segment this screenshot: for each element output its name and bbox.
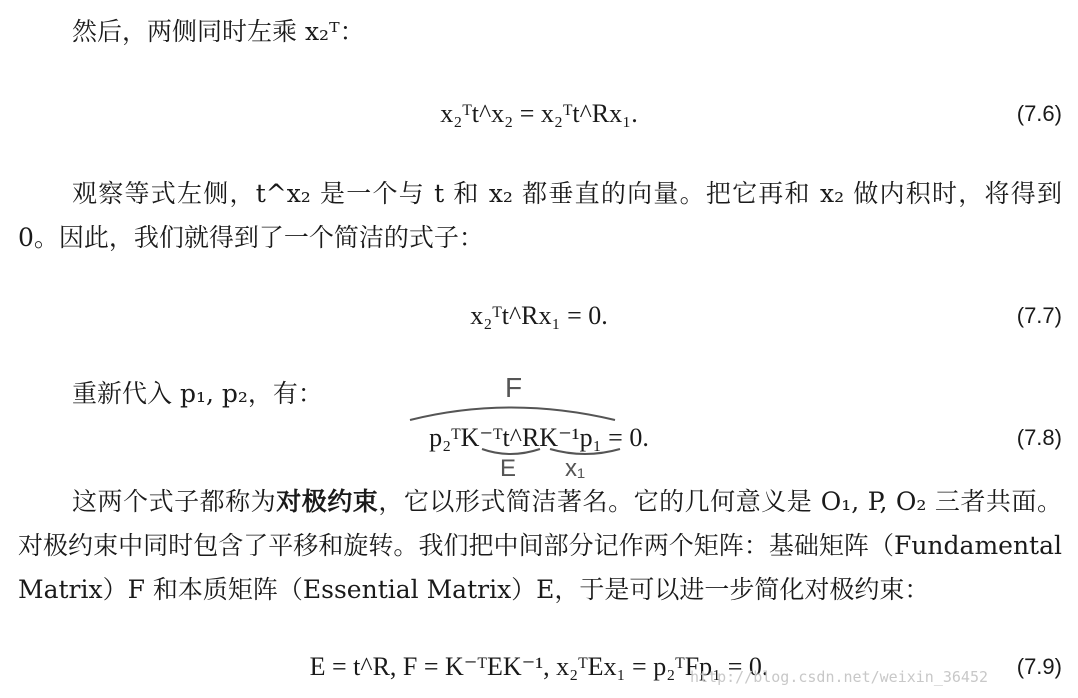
paragraph-epipolar-post: ，它以形式简洁著名。它的几何意义是 O₁, P, O₂ 三者共面。对极约束中同时包含了平移和旋转。我们把中间部分记作两个矩阵：基础矩阵（Fundamental Matrix）F 和本质矩阵（Essential Matrix）E，于是可以进一步简化对极约束： [18, 487, 1062, 604]
equation-number: (7.6) [1016, 101, 1062, 126]
equation-body: x₂ᵀt^x₂ = x₂ᵀt^Rx₁. [440, 99, 638, 128]
substitute-line: 重新代入 p₁, p₂，有： [72, 379, 323, 408]
equation-number: (7.9) [1016, 654, 1062, 679]
paragraph-observe: 观察等式左侧，t^x₂ 是一个与 t 和 x₂ 都垂直的向量。把它再和 x₂ 做内积时，将得到 0。因此，我们就得到了一个简洁的式子： [18, 179, 1062, 252]
equation-number: (7.7) [1016, 303, 1062, 328]
equation-7-6 [0, 92, 1078, 136]
paragraph-epipolar-pre: 这两个式子都称为 [72, 487, 277, 516]
paragraph-epipolar [18, 480, 1062, 612]
equation-7-7 [0, 294, 1078, 338]
equation-number: (7.8) [1016, 425, 1062, 450]
watermark: http://blog.csdn.net/weixin_36452 [690, 668, 989, 686]
equation-body: p₂ᵀK⁻ᵀt^RK⁻¹p₁ = 0. [429, 423, 649, 452]
handwritten-e: E [500, 455, 517, 482]
equation-body: E = t^R, F = K⁻ᵀEK⁻¹, x₂ᵀEx₁ = p₂ᵀFp₁ = 0. [309, 652, 769, 681]
equation-body: x₂ᵀt^Rx₁ = 0. [470, 301, 608, 330]
equation-7-8 [0, 416, 1078, 460]
handwritten-x1: x₁ [565, 455, 586, 482]
intro-line: 然后，两侧同时左乘 x₂ᵀ： [72, 17, 365, 46]
term-epipolar-constraint: 对极约束 [276, 487, 379, 516]
handwritten-f: F [505, 372, 523, 403]
